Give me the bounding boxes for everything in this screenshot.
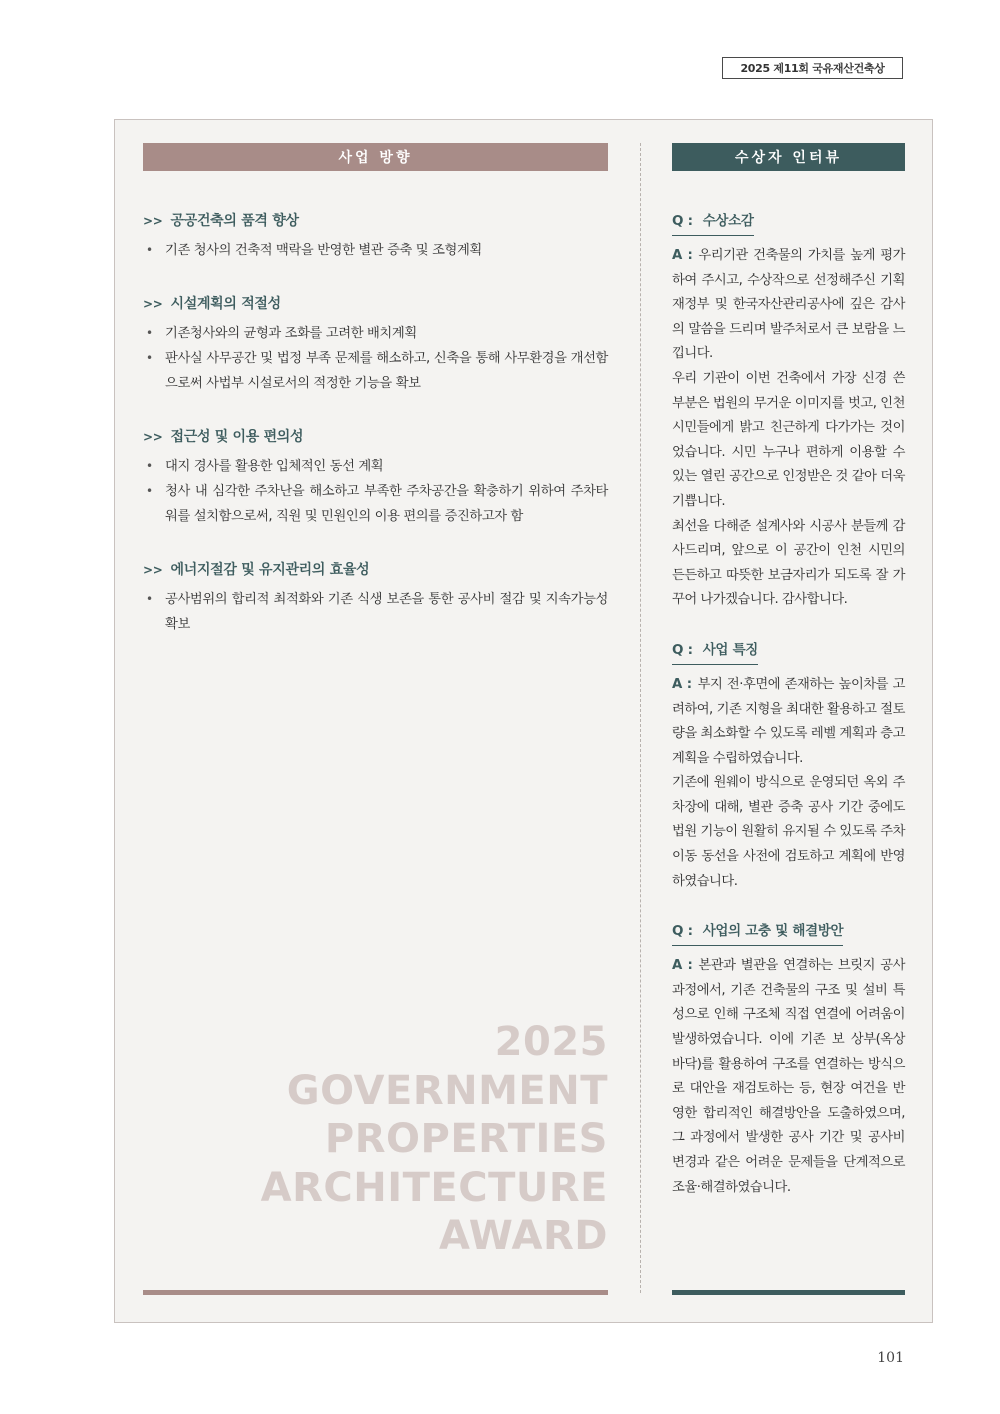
answer: [672, 673, 905, 894]
bullet-item: • 기존청사와의 균형과 조화를 고려한 배치계획: [143, 321, 608, 346]
interview-title: 수상자 인터뷰: [672, 143, 905, 171]
section-heading: 접근성 및 이용 편의성: [170, 429, 304, 445]
award-badge: 2025 제11회 국유재산건축상: [722, 57, 903, 79]
bullet-item: • 공사범위의 합리적 최적화와 기존 식생 보존을 통한 공사비 절감 및 지속가능성 확보: [143, 587, 608, 637]
answer-paragraph: 본관과 별관을 연결하는 브릿지 공사 과정에서, 기존 건축물의 구조 및 설비 특성으로 인해 구조체 직접 연결에 어려움이 발생하였습니다. 이에 기존 보 상부(옥상 바닥)를 활용하여 구조를 연결하는 방식으로 대안을 재검토하는 등, 현장 여건을 반영한 합리적인 해결방안을 도출하였으며, 그 과정에서 발생한 공사 기간 및 공사비 변경과 같은 어려운 문제들을 단계적으로 조율·해결하였습니다.: [672, 958, 905, 1195]
footer-bar-left: [143, 1290, 608, 1295]
watermark-line: PROPERTIES: [324, 1116, 608, 1162]
question: [672, 918, 843, 946]
answer: [672, 954, 905, 1200]
business-direction-title: 사업 방향: [143, 143, 608, 171]
qa-block-features: [672, 637, 905, 894]
answer-paragraph: 우리 기관이 이번 건축에서 가장 신경 쓴 부분은 법원의 무거운 이미지를 벗고, 인천 시민들에게 밝고 친근하게 다가가는 것이었습니다. 시민 누구나 편하게 이용할 수 있는 열린 공간으로 인정받은 것 같아 더욱 기쁩니다.: [672, 370, 905, 509]
bullet-item: • 기존 청사의 건축적 맥락을 반영한 별관 증축 및 조형계획: [143, 238, 608, 263]
page-number: 101: [877, 1350, 904, 1366]
watermark-line: ARCHITECTURE: [260, 1164, 608, 1211]
interview-column: [672, 208, 905, 1224]
section-accessibility: [143, 424, 608, 529]
arrow-icon: >>: [143, 430, 163, 444]
a-label: A :: [672, 248, 693, 263]
column-divider: [640, 143, 641, 1293]
q-label: Q :: [672, 641, 693, 658]
a-label: A :: [672, 676, 692, 692]
business-direction-column: [143, 208, 608, 665]
bullet-item: • 청사 내 심각한 주차난을 해소하고 부족한 주차공간을 확충하기 위하여 주차타워를 설치함으로써, 직원 및 민원인의 이용 편의를 증진하고자 함: [143, 479, 608, 529]
answer-paragraph: 우리기관 건축물의 가치를 높게 평가하여 주시고, 수상작으로 선정해주신 기획재정부 및 한국자산관리공사에 깊은 감사의 말씀을 드리며 발주처로서 큰 보람을 느낍니다.: [672, 248, 905, 362]
question-text: 사업 특징: [702, 641, 759, 658]
answer-paragraph: 부지 전·후면에 존재하는 높이차를 고려하여, 기존 지형을 최대한 활용하고 절토량을 최소화할 수 있도록 레벨 계획과 층고 계획을 수립하였습니다.: [672, 676, 905, 766]
qa-block-acceptance: [672, 208, 905, 613]
section-public-dignity: [143, 208, 608, 263]
answer: [672, 244, 905, 613]
question: [672, 637, 758, 665]
arrow-icon: >>: [143, 563, 163, 577]
q-label: Q :: [672, 213, 693, 229]
question-text: 사업의 고충 및 해결방안: [702, 923, 844, 940]
watermark-line: AWARD: [439, 1213, 608, 1259]
award-watermark: [261, 1018, 608, 1261]
section-heading: 에너지절감 및 유지관리의 효율성: [170, 562, 370, 578]
section-heading: 시설계획의 적절성: [170, 296, 281, 312]
section-energy-efficiency: [143, 557, 608, 637]
section-facility-planning: [143, 291, 608, 396]
arrow-icon: >>: [143, 214, 163, 228]
footer-bar-right: [672, 1290, 905, 1295]
qa-block-difficulties: [672, 918, 905, 1200]
q-label: Q :: [672, 923, 693, 940]
arrow-icon: >>: [143, 297, 163, 311]
bullet-item: • 판사실 사무공간 및 법정 부족 문제를 해소하고, 신축을 통해 사무환경을 개선함으로써 사법부 시설로서의 적정한 기능을 확보: [143, 346, 608, 396]
question: [672, 208, 754, 236]
bullet-item: • 대지 경사를 활용한 입체적인 동선 계획: [143, 454, 608, 479]
section-heading: 공공건축의 품격 향상: [170, 213, 299, 229]
answer-paragraph: 기존에 원웨이 방식으로 운영되던 옥외 주차장에 대해, 별관 증축 공사 기간 중에도 법원 기능이 원활히 유지될 수 있도록 주차 이동 동선을 사전에 검토하고 계획에 반영하였습니다.: [672, 775, 905, 889]
question-text: 수상소감: [702, 213, 754, 229]
a-label: A :: [672, 958, 693, 974]
watermark-line: GOVERNMENT: [286, 1067, 608, 1114]
watermark-line: 2025: [494, 1019, 608, 1065]
answer-paragraph: 최선을 다해준 설계사와 시공사 분들께 감사드리며, 앞으로 이 공간이 인천 시민의 든든하고 따뜻한 보금자리가 되도록 잘 가꾸어 나가겠습니다. 감사합니다.: [672, 518, 905, 608]
